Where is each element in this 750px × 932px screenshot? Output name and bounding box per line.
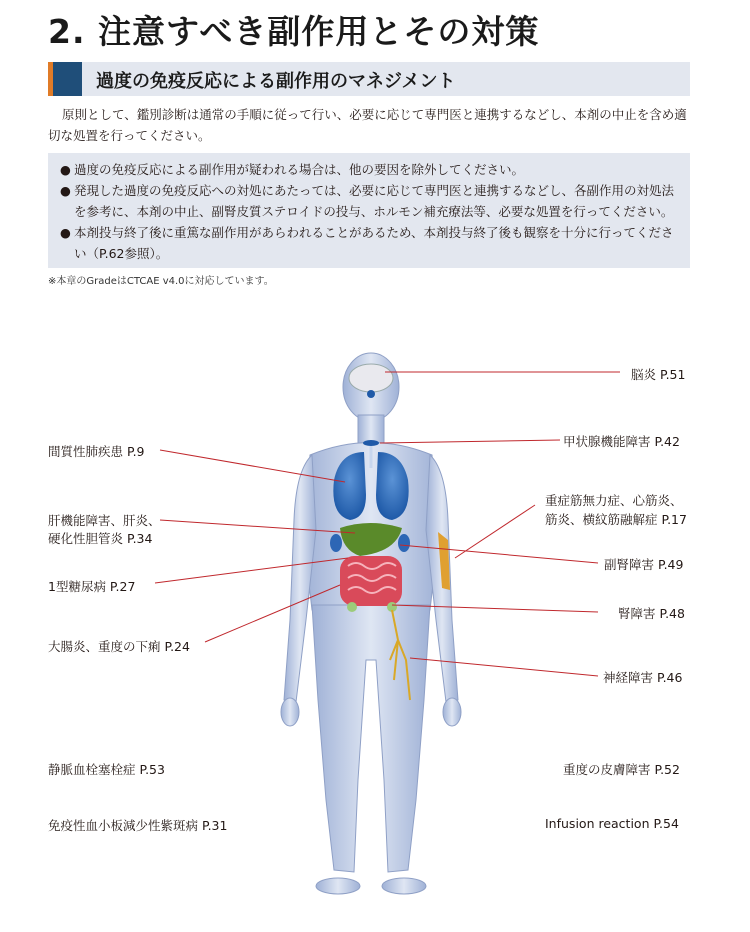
label-skin: 重度の皮膚障害 P.52 bbox=[563, 762, 680, 777]
kidney-left bbox=[330, 534, 342, 552]
label-myasthenia-line1: 重症筋無力症、心筋炎、 bbox=[545, 493, 683, 508]
label-infusion: Infusion reaction P.54 bbox=[545, 816, 679, 831]
guidance-bullet: ● 本剤投与終了後に重篤な副作用があらわれることがあるため、本剤投与終了後も観察を十分に行ってください（P.62参照）。 bbox=[60, 222, 680, 264]
thyroid bbox=[363, 440, 379, 446]
label-myasthenia-line2: 筋炎、横紋筋融解症 P.17 bbox=[545, 512, 687, 527]
brain bbox=[349, 364, 393, 392]
section-heading-text: 過度の免疫反応による副作用のマネジメント bbox=[96, 71, 456, 92]
label-nerve: 神経障害 P.46 bbox=[603, 670, 683, 685]
footnote: ※本章のGradeはCTCAE v4.0に対応しています。 bbox=[48, 276, 274, 287]
label-colitis: 大腸炎、重度の下痢 P.24 bbox=[48, 639, 190, 654]
label-adrenal: 副腎障害 P.49 bbox=[604, 557, 684, 572]
label-liver-line1: 肝機能障害、肝炎、 bbox=[48, 513, 161, 528]
guidance-bullet: ● 過度の免疫反応による副作用が疑われる場合は、他の要因を除外してください。 bbox=[60, 159, 680, 180]
kidney-right bbox=[398, 534, 410, 552]
label-diabetes: 1型糖尿病 P.27 bbox=[48, 579, 136, 594]
label-itp: 免疫性血小板減少性紫斑病 P.31 bbox=[48, 818, 228, 833]
page-title: 2. 注意すべき副作用とその対策 bbox=[48, 12, 540, 51]
label-thyroid: 甲状腺機能障害 P.42 bbox=[563, 434, 680, 449]
guidance-bullet: ● 発現した過度の免疫反応への対処にあたっては、必要に応じて専門医と連携するなどし、各副作用の対処法を参考に、本剤の中止、副腎皮質ステロイドの投与、ホルモン補充療法等、必要な処置を行ってください。 bbox=[60, 180, 680, 222]
label-vte: 静脈血栓塞栓症 P.53 bbox=[48, 762, 165, 777]
label-lung: 間質性肺疾患 P.9 bbox=[48, 444, 145, 459]
body-silhouette bbox=[281, 353, 461, 894]
label-kidney: 腎障害 P.48 bbox=[618, 606, 685, 621]
label-liver-line2: 硬化性胆管炎 P.34 bbox=[48, 531, 153, 546]
intro-paragraph: 原則として、鑑別診断は通常の手順に従って行い、必要に応じて専門医と連携するなどし、本剤の中止を含め適切な処置を行ってください。 bbox=[48, 107, 687, 143]
label-brain: 脳炎 P.51 bbox=[631, 367, 686, 382]
brain-marker bbox=[367, 390, 375, 398]
